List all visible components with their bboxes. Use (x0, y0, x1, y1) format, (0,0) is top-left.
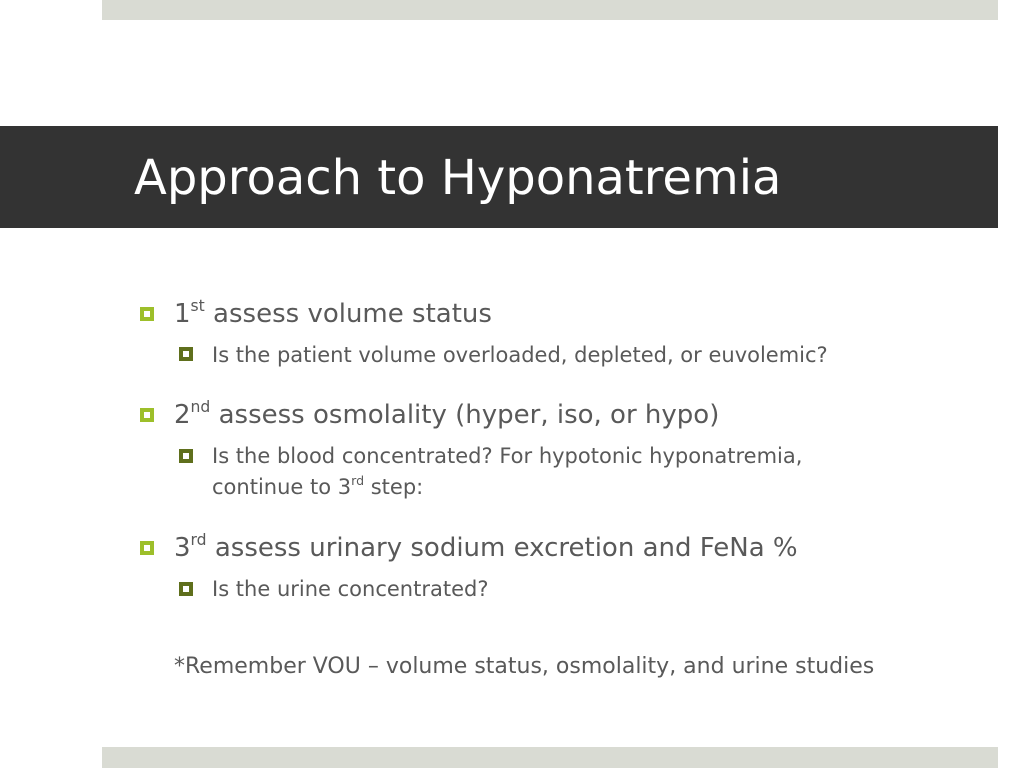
bullet-2-text: 2nd assess osmolality (hyper, iso, or hypo) (174, 398, 720, 430)
square-bullet-icon (179, 449, 193, 463)
bullet-2-subtext-line1: Is the blood concentrated? For hypotonic hyponatremia, (212, 444, 803, 468)
remember-note: *Remember VOU – volume status, osmolality, and urine studies (174, 654, 875, 679)
slide-title: Approach to Hyponatremia (134, 150, 782, 206)
bullet-3-text: 3rd assess urinary sodium excretion and FeNa % (174, 531, 798, 563)
bullet-3-subtext: Is the urine concentrated? (212, 577, 489, 601)
square-bullet-icon (179, 582, 193, 596)
square-bullet-icon (140, 307, 154, 321)
square-bullet-icon (140, 408, 154, 422)
square-bullet-icon (179, 347, 193, 361)
square-bullet-icon (140, 541, 154, 555)
bullet-1-subtext: Is the patient volume overloaded, depleted, or euvolemic? (212, 343, 828, 367)
top-decorative-band (102, 0, 998, 20)
bullet-1-text: 1st assess volume status (174, 297, 492, 329)
bottom-decorative-band (102, 747, 998, 768)
bullet-2-subtext-line2: continue to 3rd step: (212, 473, 424, 499)
